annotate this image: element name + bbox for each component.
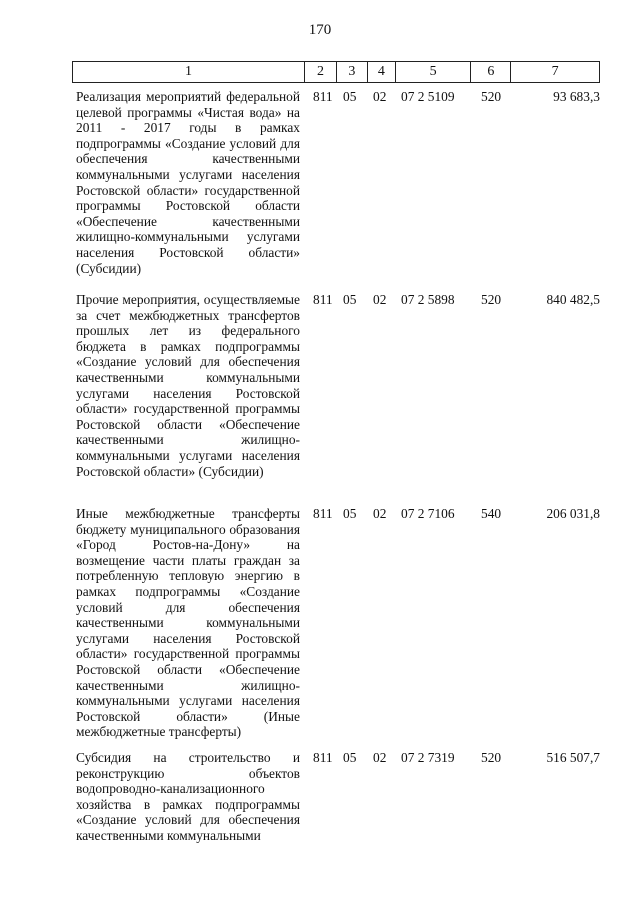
row-expense-type: 520 xyxy=(481,89,502,104)
page-number: 170 xyxy=(308,22,332,38)
row-subsection: 02 xyxy=(373,292,387,307)
row-description: Субсидия на строительство и реконструкцию объектов водопроводно-канализационного хозяйства в рамках подпрограммы «Создание условий для обеспечения качественными коммунальными xyxy=(76,750,300,843)
header-col-4: 4 xyxy=(368,62,396,82)
row-subsection: 02 xyxy=(373,89,387,104)
row-target-article: 07 2 7319 xyxy=(401,750,455,765)
row-expense-type: 540 xyxy=(481,506,502,521)
row-amount: 516 507,7 xyxy=(546,750,600,765)
header-col-1: 1 xyxy=(73,62,305,82)
row-description: Реализация мероприятий федеральной целевой программы «Чистая вода» на 2011 - 2017 годы в рамках подпрограммы «Создание условий для обеспечения качественными коммунальными услугами населения Ростовской области» государственной программы Ростовской области «Обеспечение качественными жилищно-коммунальными услугами населения Ростовской области» (Субсидии) xyxy=(76,89,300,276)
row-description: Иные межбюджетные трансферты бюджету муниципального образования «Город Ростов-на-Дону» на возмещение части платы граждан за потребленную тепловую энергию в рамках подпрограммы «Создание условий для обеспечения качественными коммунальными услугами населения Ростовской области» государственной программы Ростовской области «Обеспечение качественными жилищно-коммунальными услугами населения Ростовской области» (Иные межбюджетные трансферты) xyxy=(76,506,300,740)
row-target-article: 07 2 5898 xyxy=(401,292,455,307)
row-amount: 93 683,3 xyxy=(553,89,600,104)
row-expense-type: 520 xyxy=(481,292,502,307)
row-section: 05 xyxy=(343,292,357,307)
header-col-2: 2 xyxy=(305,62,337,82)
row-grbs: 811 xyxy=(313,750,333,765)
header-col-3: 3 xyxy=(337,62,368,82)
row-amount: 206 031,8 xyxy=(546,506,600,521)
row-subsection: 02 xyxy=(373,750,387,765)
table-header-row xyxy=(72,61,600,83)
header-col-5: 5 xyxy=(396,62,472,82)
row-target-article: 07 2 5109 xyxy=(401,89,455,104)
row-description: Прочие мероприятия, осуществляемые за счет межбюджетных трансфертов прошлых лет из федерального бюджета в рамках подпрограммы «Создание условий для обеспечения качественными коммунальными услугами населения Ростовской области» государственной программы Ростовской области «Обеспечение качественными жилищно-коммунальными услугами населения Ростовской области» (Субсидии) xyxy=(76,292,300,479)
row-section: 05 xyxy=(343,506,357,521)
header-col-6: 6 xyxy=(471,62,511,82)
header-col-7: 7 xyxy=(551,64,559,79)
row-expense-type: 520 xyxy=(481,750,502,765)
row-section: 05 xyxy=(343,89,357,104)
row-subsection: 02 xyxy=(373,506,387,521)
row-amount: 840 482,5 xyxy=(546,292,600,307)
row-grbs: 811 xyxy=(313,292,333,307)
row-section: 05 xyxy=(343,750,357,765)
row-target-article: 07 2 7106 xyxy=(401,506,455,521)
row-grbs: 811 xyxy=(313,506,333,521)
row-grbs: 811 xyxy=(313,89,333,104)
